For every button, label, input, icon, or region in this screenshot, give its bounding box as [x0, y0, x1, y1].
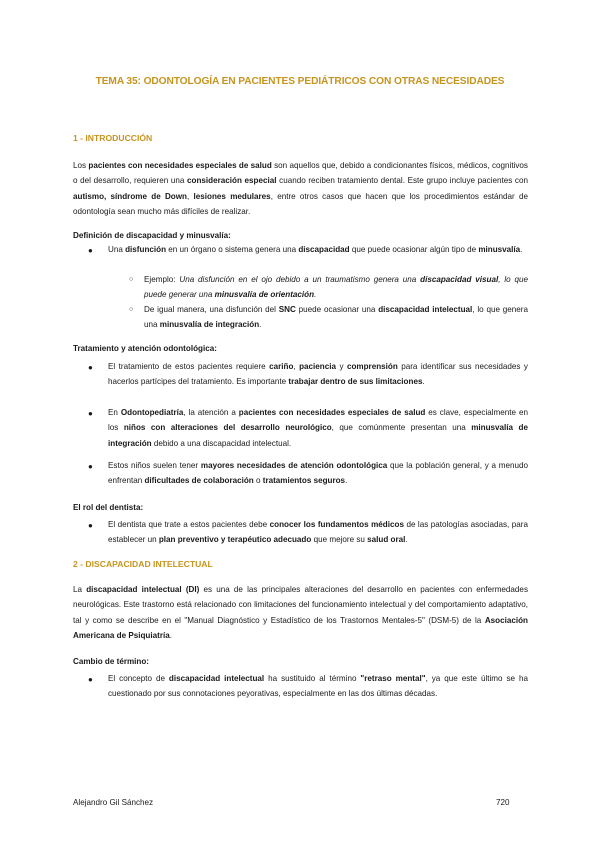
bullet-text-disfuncion: Una disfunción en un órgano o sistema genera una discapacidad que puede ocasionar algún tipo de minusvalía. [108, 245, 523, 254]
bullet-icon: ● [88, 521, 93, 530]
bullet-text-rol: El dentista que trate a estos pacientes debe conocer los fundamentos médicos de las patologías asociadas, para establecer un plan preventivo y terapéutico adecuado que mejore su salud oral. [108, 520, 528, 545]
bullet-icon: ● [88, 462, 93, 471]
bullet-text-tratamiento: El tratamiento de estos pacientes requiere cariño, paciencia y comprensión para identificar sus necesidades y hacerlos partícipes del tratamiento. Es importante trabajar dentro de sus limitaciones. [108, 362, 528, 387]
subheading-rol-dentista: El rol del dentista: [73, 503, 144, 512]
sub-bullet-icon: ○ [129, 276, 134, 283]
sub-bullet-example-visual: Ejemplo: Una disfunción en el ojo debido a un traumatismo genera una discapacidad visual, lo que puede generar una minusvalía de orientación. [144, 275, 528, 300]
sub-bullet-icon: ○ [129, 306, 134, 313]
bullet-text-necesidades: Estos niños suelen tener mayores necesidades de atención odontológica que la población general, y a menudo enfrentan dificultades de colaboración o tratamientos seguros. [108, 461, 528, 486]
subheading-cambio-termino: Cambio de término: [73, 657, 149, 666]
bullet-text-odontopediatria: En Odontopediatría, la atención a pacientes con necesidades especiales de salud es clave, especialmente en los niños con alteraciones del desarrollo neurológico, que comúnmente presentan una minusvalía de integración debido a una discapacidad intelectual. [108, 408, 528, 448]
di-paragraph: La discapacidad intelectual (DI) es una de las principales alteraciones del desarrollo en pacientes con enfermedades neurológicas. Este trastorno está relacionado con limitaciones del funcionamiento intelectual y del comportamiento adaptativo, tal y como se describe en el "Manual Diagnóstico y Estadístico de los Trastornos Mentales-5" (DSM-5) de la Asociación Americana de Psiquiatría. [73, 585, 528, 641]
bullet-text-cambio: El concepto de discapacidad intelectual ha sustituido al término "retraso mental", ya que este último se ha cuestionado por sus connotaciones peyorativas, especialmente en las dos últimas décadas. [108, 674, 528, 699]
section-heading-discapacidad: 2 - DISCAPACIDAD INTELECTUAL [73, 559, 213, 569]
intro-paragraph: Los pacientes con necesidades especiales de salud son aquellos que, debido a condicionantes físicos, médicos, cognitivos o del desarrollo, requieren una consideración especial cuando reciben tratamiento dental. Este grupo incluye pacientes con autismo, síndrome de Down, lesiones medulares, entre otros casos que hacen que los procedimientos estándar de odontología sean mucho más difíciles de realizar. [73, 161, 528, 217]
subheading-definicion: Definición de discapacidad y minusvalía: [73, 231, 231, 240]
section-heading-introduccion: 1 - INTRODUCCIÓN [73, 133, 153, 143]
page-number: 720 [496, 798, 510, 807]
sub-bullet-example-snc: De igual manera, una disfunción del SNC puede ocasionar una discapacidad intelectual, lo que genera una minusvalía de integración. [144, 305, 528, 330]
subheading-tratamiento: Tratamiento y atención odontológica: [73, 344, 217, 353]
bullet-icon: ● [88, 409, 93, 418]
footer-author: Alejandro Gil Sánchez [73, 798, 154, 807]
page-title: TEMA 35: ODONTOLOGÍA EN PACIENTES PEDIÁTRICOS CON OTRAS NECESIDADES [95, 76, 505, 87]
bullet-icon: ● [88, 246, 93, 255]
bullet-icon: ● [88, 675, 93, 684]
bullet-icon: ● [88, 363, 93, 372]
